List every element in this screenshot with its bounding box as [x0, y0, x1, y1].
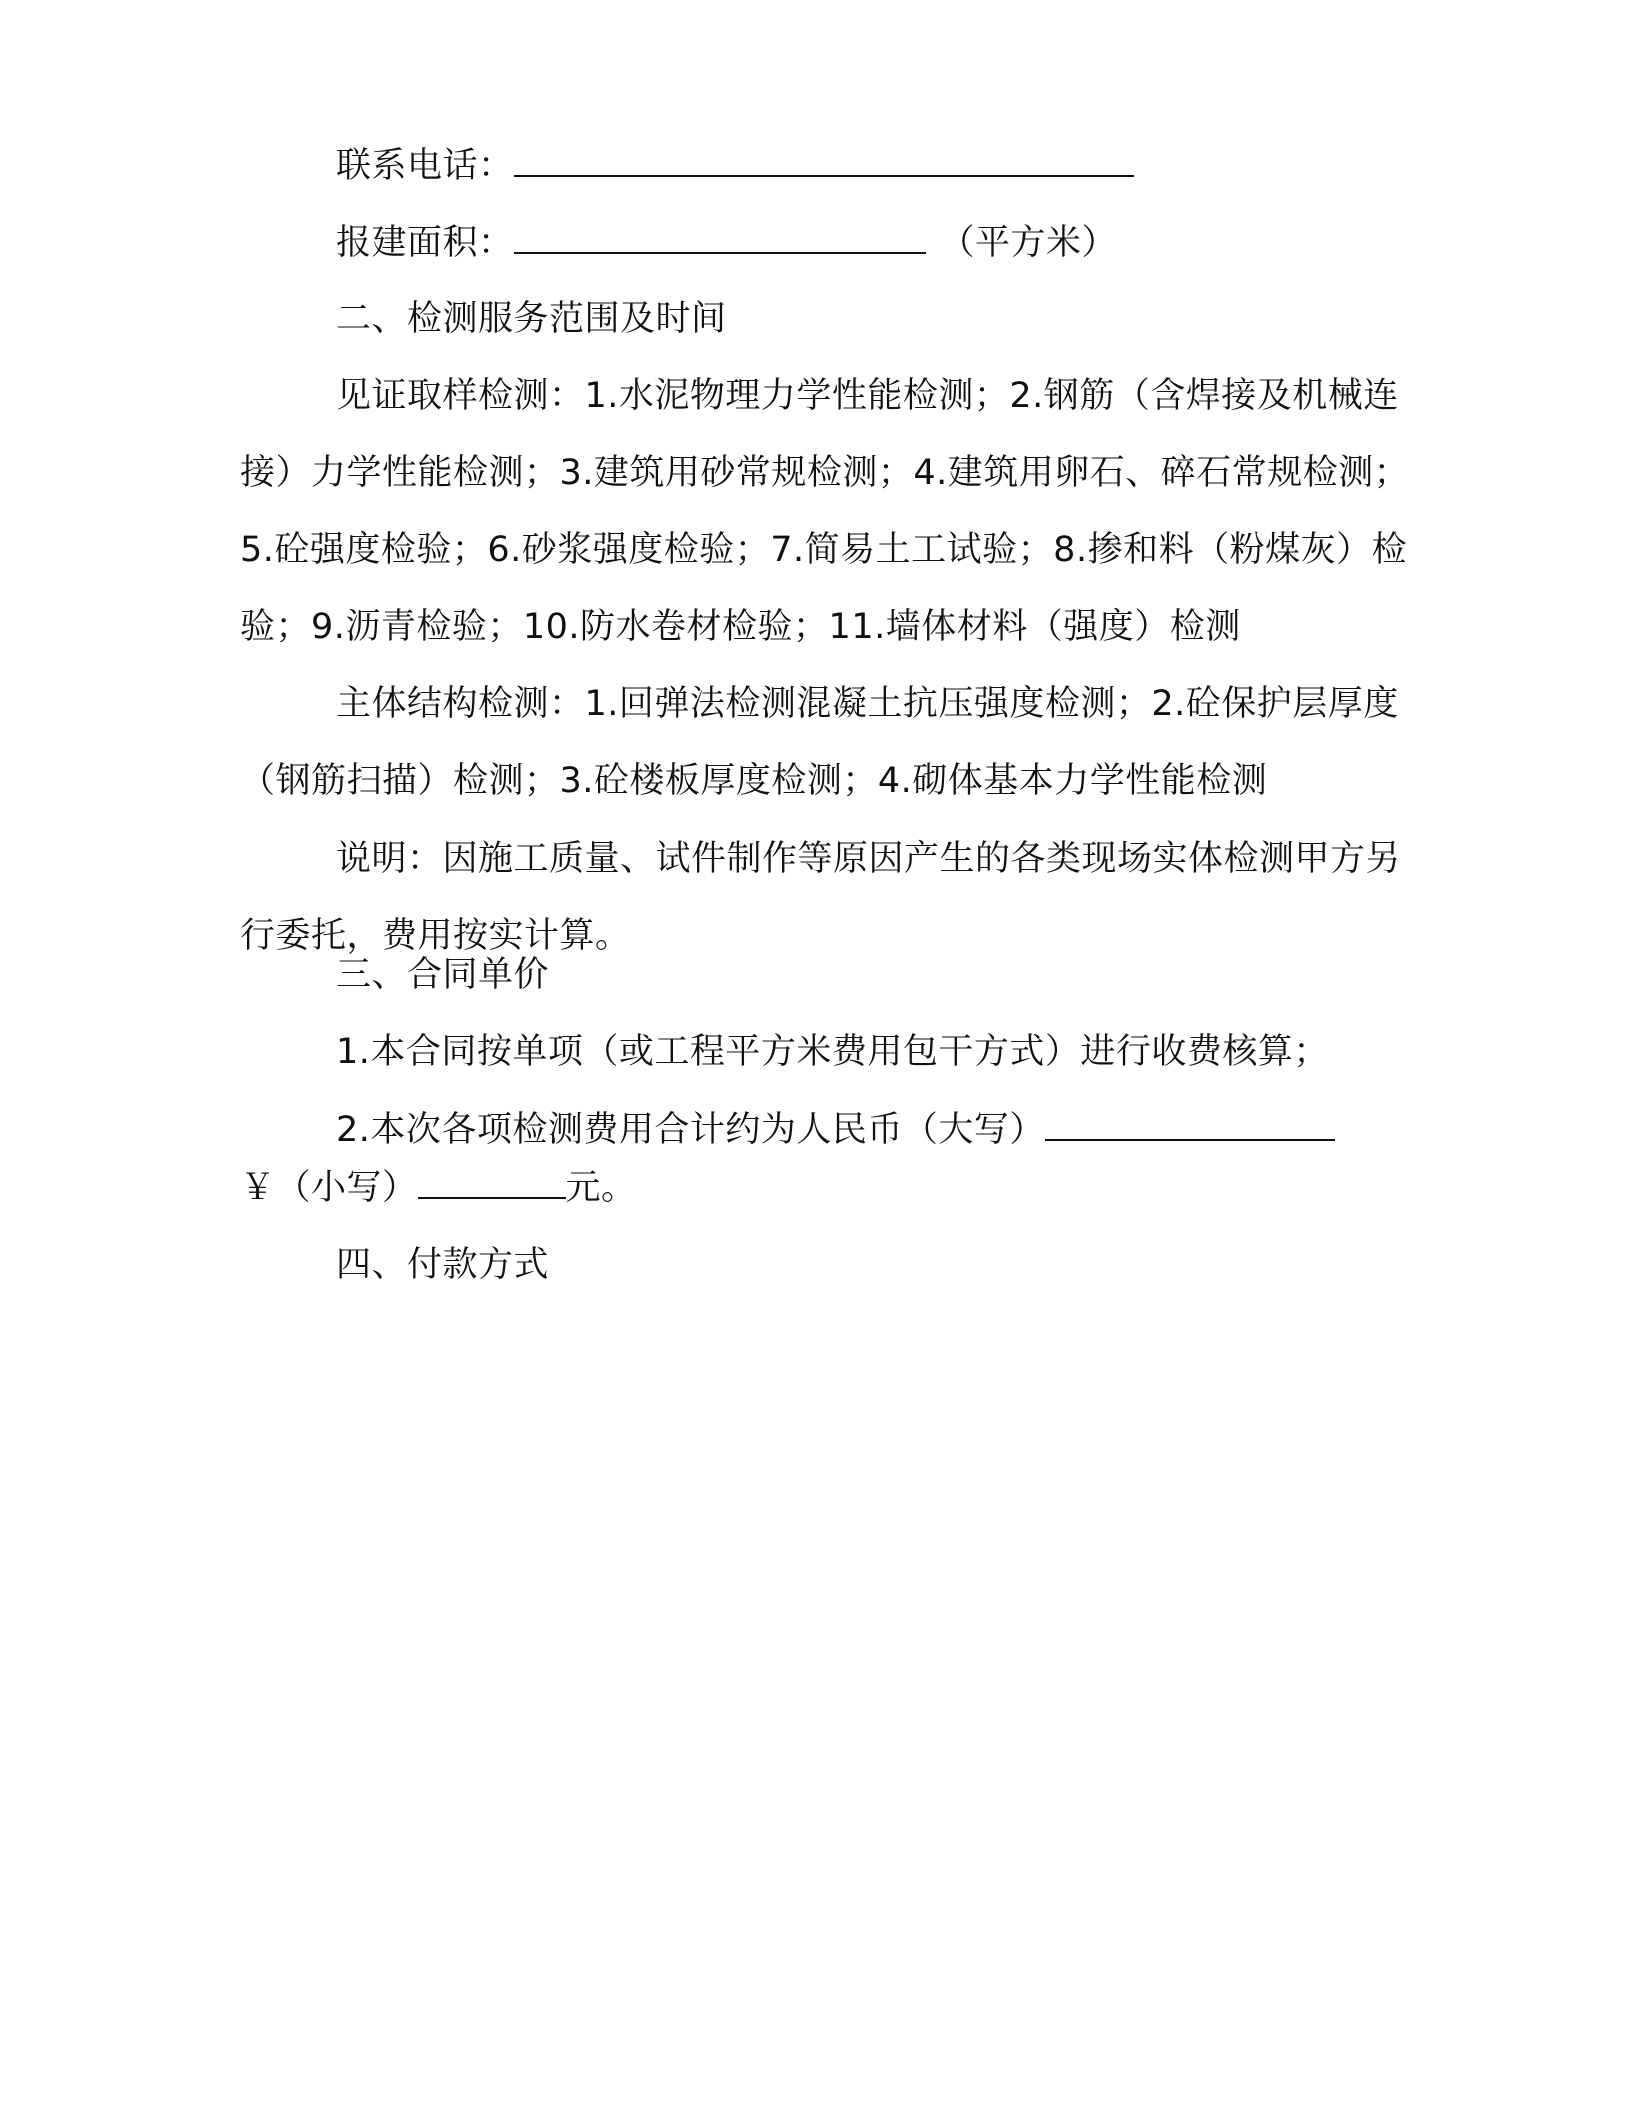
- witness-sampling-paragraph: 见证取样检测：1.水泥物理力学性能检测；2.钢筋（含焊接及机械连接）力学性能检测；3.建筑用砂常规检测；4.建筑用卵石、碎石常规检测；5.砼强度检验；6.砂浆强度检验；7.简易土工试验；8.掺和料（粉煤灰）检验；9.沥青检验；10.防水卷材检验；11.墙体材料（强度）检测: [240, 376, 1410, 647]
- contact-phone-line: [240, 128, 1410, 205]
- item2-uppercase-blank: [1045, 1109, 1335, 1141]
- contact-phone-blank: [514, 145, 1134, 177]
- note-paragraph: 说明：因施工质量、试件制作等原因产生的各类现场实体检测甲方另行委托，费用按实计算。: [240, 839, 1402, 956]
- item2-lowercase-blank: [418, 1167, 566, 1199]
- section3-heading: 三、合同单价: [336, 955, 550, 995]
- item2-suffix: 元。: [565, 1168, 637, 1208]
- section4-heading: 四、付款方式: [336, 1245, 550, 1285]
- area-unit: （平方米）: [939, 223, 1118, 263]
- area-line: [240, 205, 1410, 282]
- section2-heading: 二、检测服务范围及时间: [336, 299, 727, 339]
- area-blank: [514, 222, 926, 254]
- main-structure-paragraph: 主体结构检测：1.回弹法检测混凝土抗压强度检测；2.砼保护层厚度（钢筋扫描）检测；3.砼楼板厚度检测；4.砌体基本力学性能检测: [240, 684, 1399, 801]
- item2-prefix: 2.本次各项检测费用合计约为人民币（大写）: [336, 1110, 1045, 1150]
- area-label: 报建面积：: [336, 223, 514, 263]
- item2-small-prefix: ￥（小写）: [240, 1168, 418, 1208]
- item1-paragraph: 1.本合同按单项（或工程平方米费用包干方式）进行收费核算；: [336, 1032, 1329, 1072]
- item2-line2: [240, 1150, 1410, 1227]
- contact-phone-label: 联系电话：: [336, 146, 514, 186]
